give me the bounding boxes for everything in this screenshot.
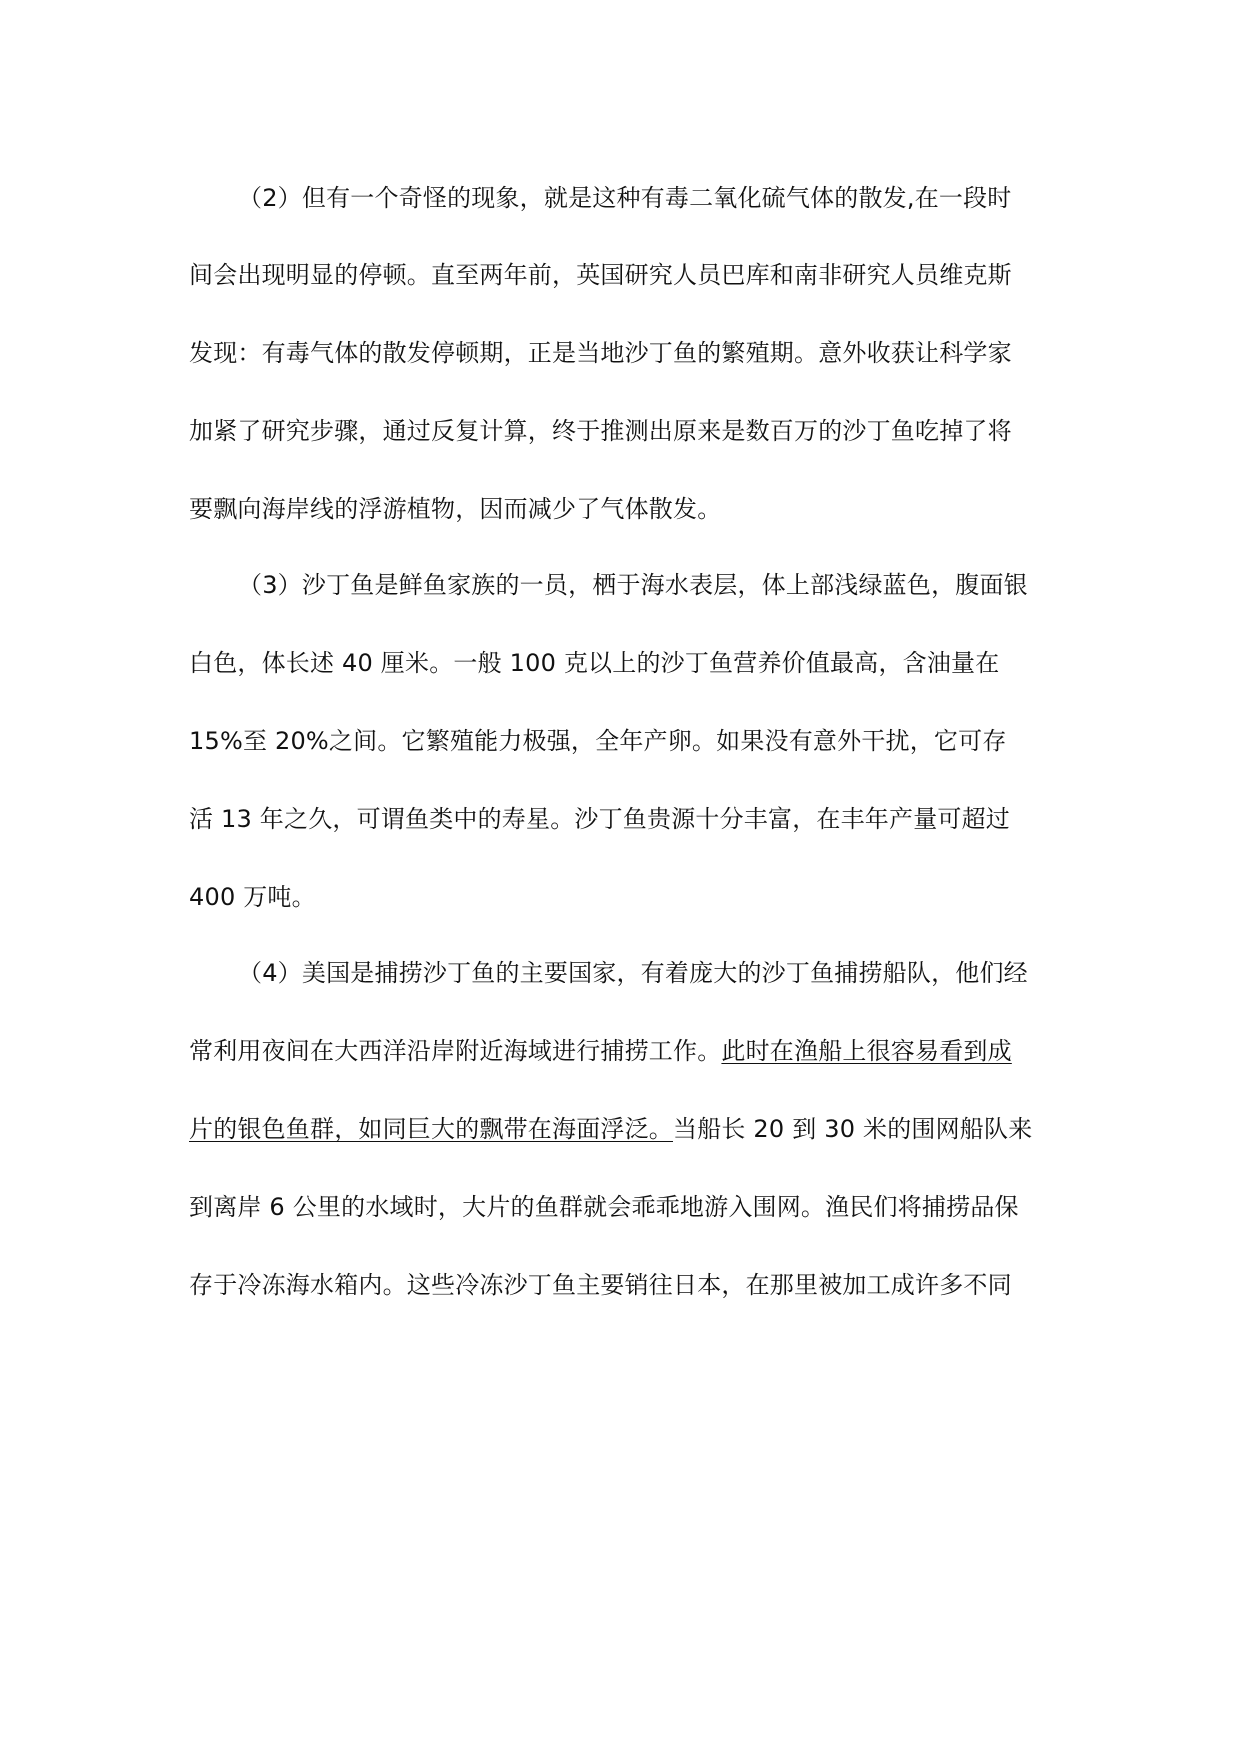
paragraph-2-line-5: 要飘向海岸线的浮游植物，因而减少了气体散发。 (189, 495, 722, 523)
paragraph-2-line-2: 间会出现明显的停顿。直至两年前，英国研究人员巴库和南非研究人员维克斯 (189, 261, 1012, 289)
paragraph-4-line-4: 到离岸 6 公里的水域时，大片的鱼群就会乖乖地游入围网。渔民们将捕捞品保 (189, 1193, 1019, 1221)
paragraph-2-line-4: 加紧了研究步骤，通过反复计算，终于推测出原来是数百万的沙丁鱼吃掉了将 (189, 417, 1012, 445)
paragraph-4-line-2 (189, 1036, 1069, 1066)
paragraph-4-line-5: 存于冷冻海水箱内。这些冷冻沙丁鱼主要销往日本，在那里被加工成许多不同 (189, 1271, 1012, 1299)
paragraph-3-line-1: （3）沙丁鱼是鲜鱼家族的一员，栖于海水表层，体上部浅绿蓝色，腹面银 (238, 571, 1028, 599)
underlined-sentence-part-1: 此时在渔船上很容易看到成 (721, 1037, 1012, 1065)
paragraph-3-line-3: 15%至 20%之间。它繁殖能力极强，全年产卵。如果没有意外干扰，它可存 (189, 727, 1007, 755)
paragraph-3-line-5: 400 万吨。 (189, 883, 316, 911)
underlined-sentence-part-2: 片的银色鱼群，如同巨大的飘带在海面浮泛。 (189, 1115, 673, 1143)
paragraph-3-line-2: 白色，体长述 40 厘米。一般 100 克以上的沙丁鱼营养价值最高，含油量在 (189, 649, 1000, 677)
paragraph-4-line-3-plain: 当船长 20 到 30 米的围网船队来 (673, 1115, 1033, 1143)
paragraph-2-line-1: （2）但有一个奇怪的现象，就是这种有毒二氧化硫气体的散发,在一段时 (238, 184, 1012, 212)
paragraph-4-line-1: （4）美国是捕捞沙丁鱼的主要国家，有着庞大的沙丁鱼捕捞船队，他们经 (238, 959, 1028, 987)
paragraph-3-line-4: 活 13 年之久，可谓鱼类中的寿星。沙丁鱼贵源十分丰富，在丰年产量可超过 (189, 805, 1010, 833)
paragraph-2-line-3: 发现：有毒气体的散发停顿期，正是当地沙丁鱼的繁殖期。意外收获让科学家 (189, 339, 1012, 367)
paragraph-4-line-3 (189, 1114, 1069, 1144)
paragraph-4-line-2-plain: 常利用夜间在大西洋沿岸附近海域进行捕捞工作。 (189, 1037, 722, 1065)
